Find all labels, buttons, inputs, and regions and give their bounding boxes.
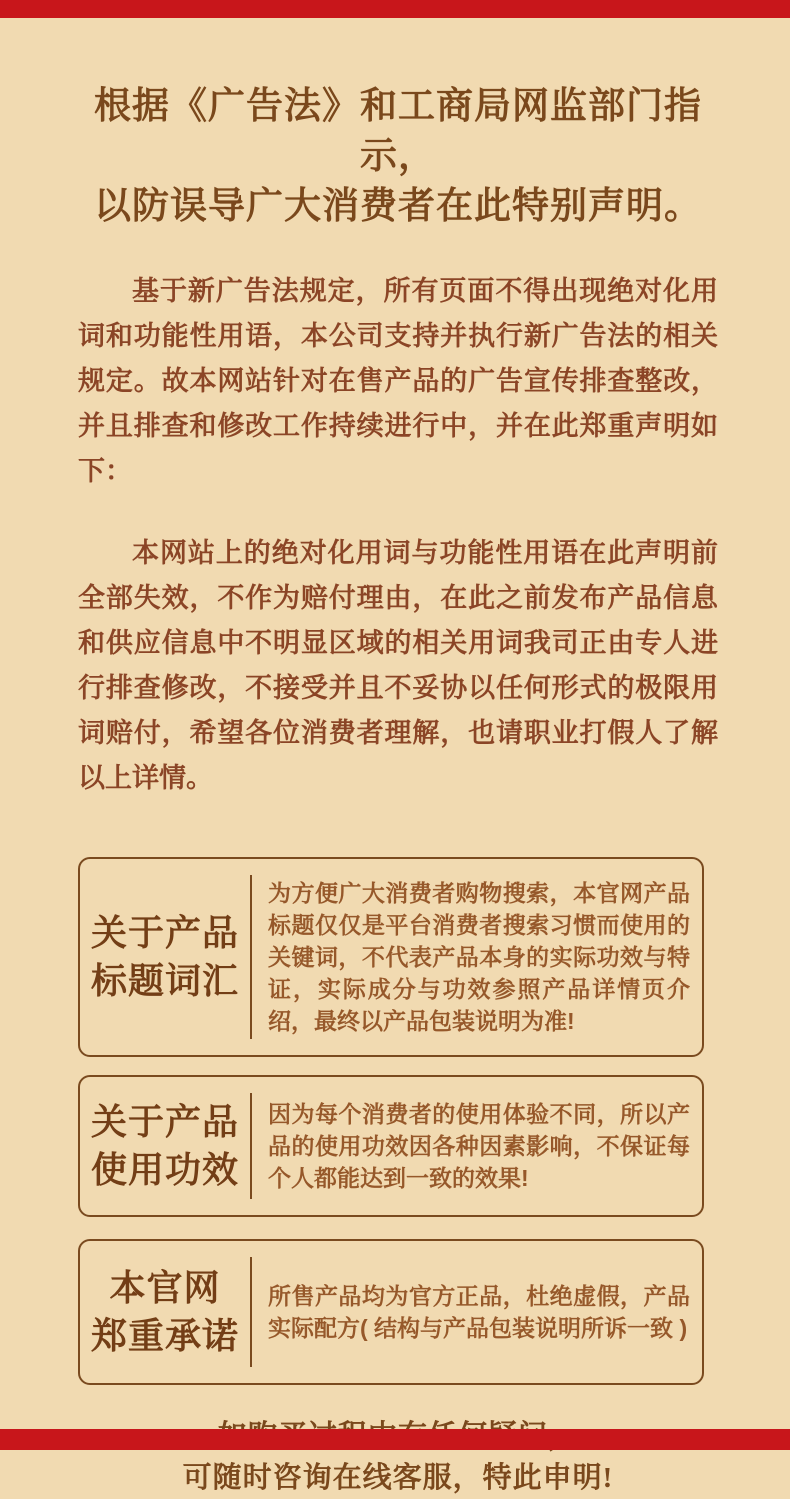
notice-text-content: 所售产品均为官方正品，杜绝虚假，产品实际配方( 结构与产品包装说明所诉一致 ) [268,1283,690,1341]
bottom-red-bar [0,1429,790,1450]
notice-box-title-keywords [78,857,704,1057]
notice-text [252,1241,702,1383]
notice-label [80,1077,250,1215]
notice-text [252,1077,702,1215]
top-red-bar [0,0,790,18]
notice-text-content: 因为每个消费者的使用体验不同，所以产品的使用功效因各种因素影响，不保证每个人都能达到一致的效果! [268,1101,690,1191]
notice-label-line-1: 关于产品 [90,1102,239,1142]
notice-box-usage-effect [78,1075,704,1217]
footer-statement [78,1415,718,1499]
paragraph-invalid-terms: 本网站上的绝对化用词与功能性用语在此声明前全部失效，不作为赔付理由，在此之前发布产品信息和供应信息中不明显区域的相关用词我司正由专人进行排查修改，不接受并且不妥协以任何形式的极限用词赔付，希望各位消费者理解，也请职业打假人了解以上详情。 [78,538,718,793]
notice-box-official-promise [78,1239,704,1385]
notice-label-line-1: 本官网 [109,1268,221,1308]
notice-text [252,859,702,1055]
declaration-content [0,18,790,1499]
declaration-heading [78,82,718,232]
notice-text-content: 为方便广大消费者购物搜索，本官网产品标题仅仅是平台消费者搜索习惯而使用的关键词，不代表产品本身的实际功效与特证，实际成分与功效参照产品详情页介绍，最终以产品包装说明为准! [268,880,690,1034]
paragraph-advertising-law: 基于新广告法规定，所有页面不得出现绝对化用词和功能性用语，本公司支持并执行新广告法的相关规定。故本网站针对在售产品的广告宣传排查整改，并且排查和修改工作持续进行中，并在此郑重声明如下： [78,276,718,486]
notice-label-line-2: 使用功效 [90,1150,239,1190]
notice-label [80,859,250,1055]
notice-label-line-2: 标题词汇 [90,961,239,1001]
heading-line-2: 以防误导广大消费者在此特别声明。 [94,186,702,227]
footer-line-2: 可随时咨询在线客服，特此申明! [182,1462,614,1494]
notice-label-line-1: 关于产品 [90,913,239,953]
notice-label [80,1241,250,1383]
notice-label-line-2: 郑重承诺 [90,1316,239,1356]
heading-line-1: 根据《广告法》和工商局网监部门指示， [94,86,702,177]
